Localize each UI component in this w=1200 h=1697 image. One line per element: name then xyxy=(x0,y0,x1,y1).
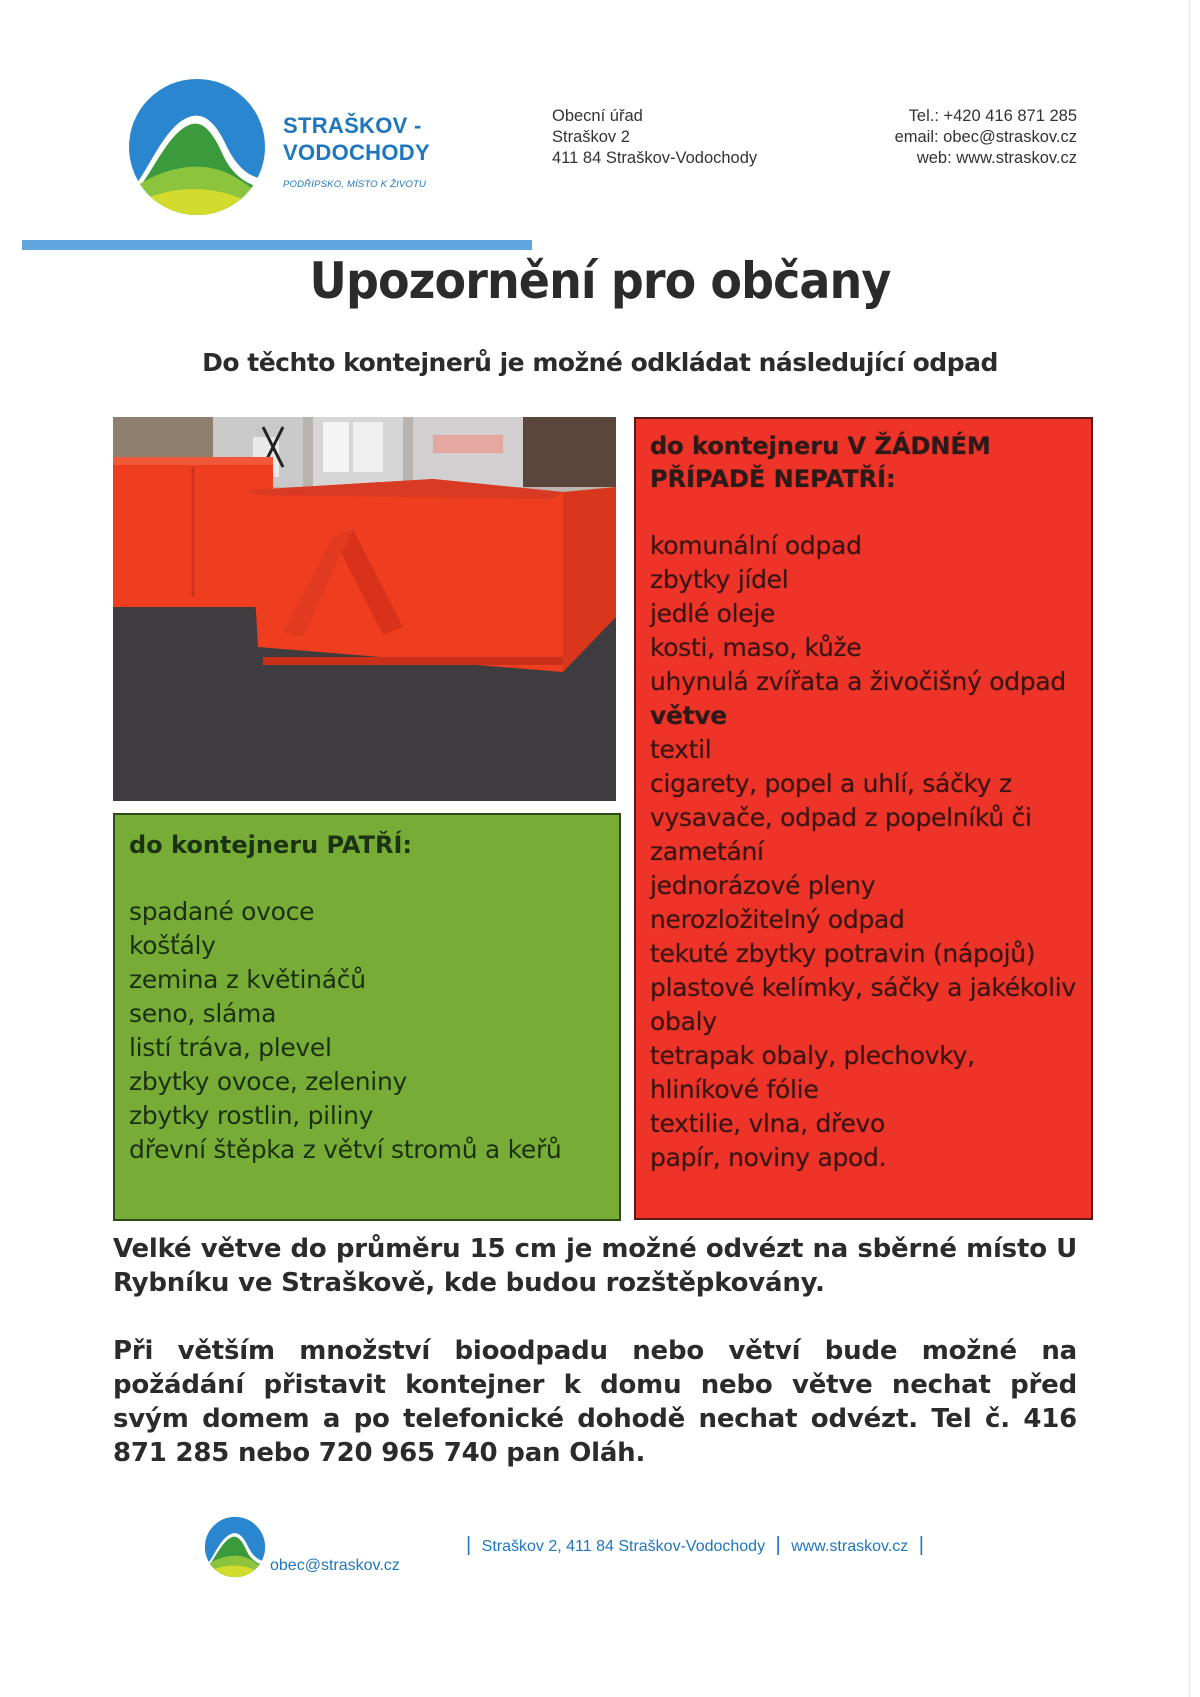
allowed-item: košťály xyxy=(129,931,216,960)
footer-email: obec@straskov.cz xyxy=(270,1557,400,1574)
allowed-item: zemina z květináčů xyxy=(129,965,366,994)
forbidden-heading-line1: do kontejneru V ŽÁDNÉM xyxy=(650,432,991,460)
footer-web: www.straskov.cz xyxy=(791,1538,909,1555)
forbidden-item: hliníkové fólie xyxy=(650,1075,819,1104)
footer-address: Straškov 2, 411 84 Straškov-Vodochody xyxy=(481,1538,766,1555)
brand-tagline: PODŘIPSKO, MÍSTO K ŽIVOTU xyxy=(283,179,427,190)
forbidden-item: jedlé oleje xyxy=(650,599,776,628)
allowed-waste-box xyxy=(113,813,621,1221)
allowed-item: spadané ovoce xyxy=(129,897,315,926)
forbidden-item: nerozložitelný odpad xyxy=(650,905,905,934)
forbidden-item: komunální odpad xyxy=(650,531,862,560)
brand-name-line2: VODOCHODY xyxy=(283,140,430,165)
forbidden-item: tetrapak obaly, plechovky, xyxy=(650,1041,975,1070)
contact-phone: Tel.: +420 416 871 285 xyxy=(908,107,1077,125)
forbidden-item: kosti, maso, kůže xyxy=(650,633,862,662)
allowed-item: dřevní štěpka z větví stromů a keřů xyxy=(129,1135,562,1164)
forbidden-heading xyxy=(636,419,1091,496)
office-line: Obecní úřad xyxy=(552,107,643,125)
allowed-item: listí tráva, plevel xyxy=(129,1033,332,1062)
forbidden-heading-line2: PŘÍPADĚ NEPATŘÍ: xyxy=(650,465,896,493)
branches-notice-paragraph: Velké větve do průměru 15 cm je možné odvézt na sběrné místo U Rybníku ve Straškově, kde budou rozštěpkovány. xyxy=(113,1234,1077,1298)
contact-email: email: obec@straskov.cz xyxy=(894,128,1077,146)
forbidden-item: zbytky jídel xyxy=(650,565,789,594)
allowed-heading: do kontejneru PATŘÍ: xyxy=(129,831,413,859)
office-address xyxy=(552,106,757,169)
forbidden-item: uhynulá zvířata a živočišný odpad xyxy=(650,667,1066,696)
footer-address-line xyxy=(460,1534,930,1557)
allowed-list xyxy=(115,895,619,1167)
forbidden-item: tekuté zbytky potravin (nápojů) xyxy=(650,939,1036,968)
footer-separator: | xyxy=(918,1534,924,1556)
forbidden-item: vysavače, odpad z popelníků či xyxy=(650,803,1032,832)
municipality-logo-icon xyxy=(127,77,267,217)
forbidden-list xyxy=(636,529,1091,1175)
page-title: Upozornění pro občany xyxy=(309,252,891,310)
footer-logo-icon xyxy=(204,1516,266,1578)
container-photo xyxy=(113,417,616,801)
scan-edge-line xyxy=(1189,0,1190,1697)
contact-info xyxy=(895,106,1077,169)
forbidden-item: jednorázové pleny xyxy=(650,871,876,900)
allowed-item: zbytky ovoce, zeleniny xyxy=(129,1067,407,1096)
office-line: 411 84 Straškov-Vodochody xyxy=(552,149,758,167)
forbidden-waste-box xyxy=(634,417,1093,1220)
container-photo-illustration xyxy=(113,417,616,801)
office-line: Straškov 2 xyxy=(552,128,630,146)
forbidden-item-branches: větve xyxy=(650,701,727,730)
allowed-item: seno, sláma xyxy=(129,999,277,1028)
contact-web: web: www.straskov.cz xyxy=(916,149,1077,167)
forbidden-item: obaly xyxy=(650,1007,717,1036)
forbidden-item: plastové kelímky, sáčky a jakékoliv xyxy=(650,973,1076,1002)
forbidden-item: textilie, vlna, dřevo xyxy=(650,1109,886,1138)
brand-block xyxy=(283,112,430,190)
page-subtitle: Do těchto kontejnerů je možné odkládat následující odpad xyxy=(202,348,998,377)
footer-separator: | xyxy=(775,1534,781,1556)
footer-separator: | xyxy=(466,1534,472,1556)
allowed-item: zbytky rostlin, piliny xyxy=(129,1101,374,1130)
forbidden-item: cigarety, popel a uhlí, sáčky z xyxy=(650,769,1012,798)
forbidden-item: textil xyxy=(650,735,712,764)
forbidden-item: papír, noviny apod. xyxy=(650,1143,887,1172)
brand-name-line1: STRAŠKOV - xyxy=(283,113,422,138)
forbidden-item: zametání xyxy=(650,837,764,866)
header-divider-bar xyxy=(22,240,532,250)
large-amount-notice-paragraph: Při větším množství bioodpadu nebo větví bude možné na požádání přistavit kontejner k domu nebo větve nechat před svým domem a po telefonické dohodě nechat odvézt. Tel č. 416 871 285 nebo 720 965 740 pan Oláh. xyxy=(113,1336,1077,1468)
